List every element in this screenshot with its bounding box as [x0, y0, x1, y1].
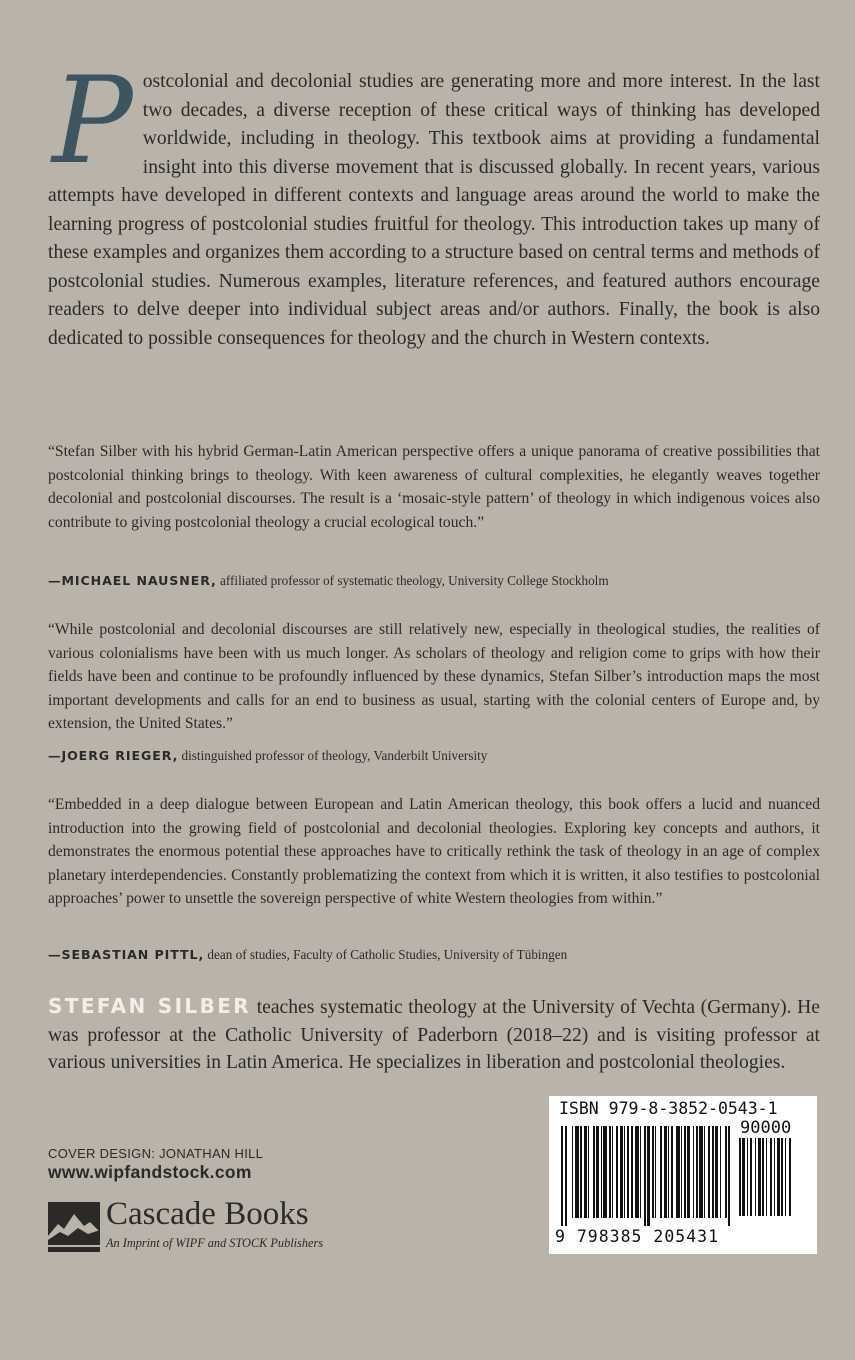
barcode-bar	[565, 1126, 567, 1226]
barcode-bar	[781, 1138, 783, 1216]
barcode-bar	[631, 1126, 633, 1218]
barcode-bar	[640, 1126, 641, 1218]
barcode-bar	[758, 1138, 761, 1216]
barcode-bar	[708, 1126, 710, 1218]
barcode-bar	[739, 1138, 741, 1216]
barcode-bar	[609, 1126, 611, 1218]
barcode-bar	[620, 1126, 623, 1218]
endorsement-attribution-1	[48, 572, 828, 590]
ean-barcode-bars	[561, 1126, 733, 1230]
isbn-barcode	[549, 1096, 817, 1254]
barcode-bar	[644, 1126, 646, 1226]
endorsement-attribution-3	[48, 946, 828, 964]
publisher-imprint: An Imprint of WIPF and STOCK Publishers	[106, 1236, 324, 1250]
barcode-bar	[704, 1126, 705, 1218]
barcode-bar	[715, 1126, 718, 1218]
barcode-bar	[696, 1126, 698, 1218]
barcode-bar	[664, 1126, 667, 1218]
barcode-bar	[762, 1138, 764, 1216]
barcode-bar	[601, 1126, 602, 1218]
barcode-bar	[668, 1126, 669, 1218]
endorser-role-1: affiliated professor of systematic theology, University College Stockholm	[216, 573, 609, 588]
endorsement-attribution-2	[48, 747, 828, 765]
barcode-bar	[785, 1138, 786, 1216]
barcode-bar	[712, 1126, 714, 1218]
barcode-bar	[612, 1126, 613, 1218]
barcode-bar	[616, 1126, 618, 1218]
barcode-bar	[750, 1138, 752, 1216]
barcode-bar	[572, 1126, 573, 1218]
endorser-role-2: distinguished professor of theology, Vanderbilt University	[178, 748, 488, 763]
endorser-role-3: dean of studies, Faculty of Catholic Studies, University of Tübingen	[204, 947, 568, 962]
barcode-bar	[681, 1126, 682, 1218]
barcode-bar	[766, 1138, 767, 1216]
barcode-bar	[742, 1138, 745, 1216]
barcode-bar	[655, 1126, 656, 1218]
barcode-bar	[755, 1138, 756, 1216]
barcode-bar	[561, 1126, 563, 1226]
barcode-bar	[693, 1126, 694, 1218]
barcode-bar	[624, 1126, 625, 1218]
author-name: STEFAN SILBER	[48, 994, 252, 1018]
author-bio-text: teaches systematic theology at the University of Vechta (Germany). He was professor at the Catholic University of Paderborn (2018–22) and is visiting professor at various universities in Latin America. He specializes in liberation and postcolonial theologies.	[48, 997, 820, 1073]
endorsement-quote-2: “While postcolonial and decolonial discourses are still relatively new, especially in theological studies, the realities of various colonialisms have been with us much longer. As scholars of theology and religion come to grips with how their fields have been and continue to be profoundly influenced by these dynamics, Stefan Silber’s introduction maps the most important developments and calls for an end to business as usual, starting with the colonial centers of Europe and, by extension, the United States.”	[48, 621, 820, 733]
barcode-bar	[635, 1126, 639, 1218]
barcode-bar	[747, 1138, 748, 1216]
barcode-bar	[728, 1126, 730, 1226]
barcode-bar	[777, 1138, 780, 1216]
barcode-bar	[789, 1138, 791, 1216]
endorser-name-1: —MICHAEL NAUSNER,	[48, 573, 217, 588]
cover-design-credit: COVER DESIGN: JONATHAN HILL	[48, 1146, 264, 1161]
mountain-logo-icon	[48, 1202, 100, 1252]
isbn-label: ISBN 979-8-3852-0543-1	[559, 1099, 778, 1118]
barcode-bar	[603, 1126, 607, 1218]
barcode-bar	[584, 1126, 587, 1218]
publisher-name: Cascade Books	[106, 1196, 309, 1232]
author-bio	[48, 993, 820, 1077]
barcode-bar	[652, 1126, 654, 1218]
endorsement-quote-3: “Embedded in a deep dialogue between European and Latin American theology, this book offers a lucid and nuanced introduction into the growing field of postcolonial and decolonial theologies. Exploring key concepts and authors, it demonstrates the enormous potential these approaches have to critically rethink the task of theology in an age of complex planetary interdependencies. Constantly problematizing the context from which it is written, it also testifies to postcolonial approaches’ power to unsettle the sovereign perspective of white Western theologies from within.”	[48, 796, 820, 908]
barcode-bar	[676, 1126, 680, 1218]
barcode-bar	[627, 1126, 629, 1218]
publisher-logo	[48, 1196, 368, 1260]
endorsement-quote-1: “Stefan Silber with his hybrid German-Latin American perspective offers a unique panorama of creative possibilities that postcolonial thinking brings to theology. With keen awareness of cultural complexities, he elegantly weaves together decolonial and postcolonial discourses. The result is a ‘mosaic-style pattern’ of theology in which indigenous voices also contribute to giving postcolonial theology a crucial ecological touch.”	[48, 443, 820, 531]
barcode-bar	[588, 1126, 589, 1218]
publisher-website: www.wipfandstock.com	[48, 1162, 252, 1182]
barcode-bar	[699, 1126, 703, 1218]
barcode-bar	[660, 1126, 662, 1218]
barcode-bar	[720, 1126, 721, 1218]
blurb-text: ostcolonial and decolonial studies are generating more and more interest. In the last two decades, a diverse reception of these critical ways of thinking has developed worldwide, including in theology. This textbook aims at providing a fundamental insight into this diverse movement that is discussed globally. In recent years, various attempts have developed in different contexts and language areas around the world to make the learning progress of postcolonial studies fruitful for theology. This introduction takes up many of these examples and organizes them according to a structure based on central terms and methods of postcolonial studies. Numerous examples, literature references, and featured authors encourage readers to delve deeper into individual subject areas and/or authors. Finally, the book is also dedicated to possible consequences for theology and the church in Western contexts.	[48, 71, 820, 349]
barcode-bar	[770, 1138, 772, 1216]
barcode-bar	[774, 1138, 775, 1216]
ean-digits: 9 798385 205431	[555, 1227, 720, 1246]
addon-barcode-bars	[739, 1138, 807, 1224]
barcode-bar	[684, 1126, 686, 1218]
barcode-bar	[671, 1126, 673, 1218]
barcode-bar	[575, 1126, 579, 1218]
drop-cap-letter: P	[52, 52, 133, 191]
price-code: 90000	[740, 1118, 792, 1138]
barcode-bar	[687, 1126, 690, 1218]
back-cover-blurb	[48, 52, 820, 353]
barcode-bar	[725, 1126, 727, 1218]
barcode-bar	[580, 1126, 582, 1218]
barcode-bar	[593, 1126, 595, 1218]
endorser-name-3: —SEBASTIAN PITTL,	[48, 947, 205, 962]
barcode-bar	[596, 1126, 599, 1218]
endorser-name-2: —JOERG RIEGER,	[48, 748, 179, 763]
barcode-bar	[647, 1126, 650, 1226]
